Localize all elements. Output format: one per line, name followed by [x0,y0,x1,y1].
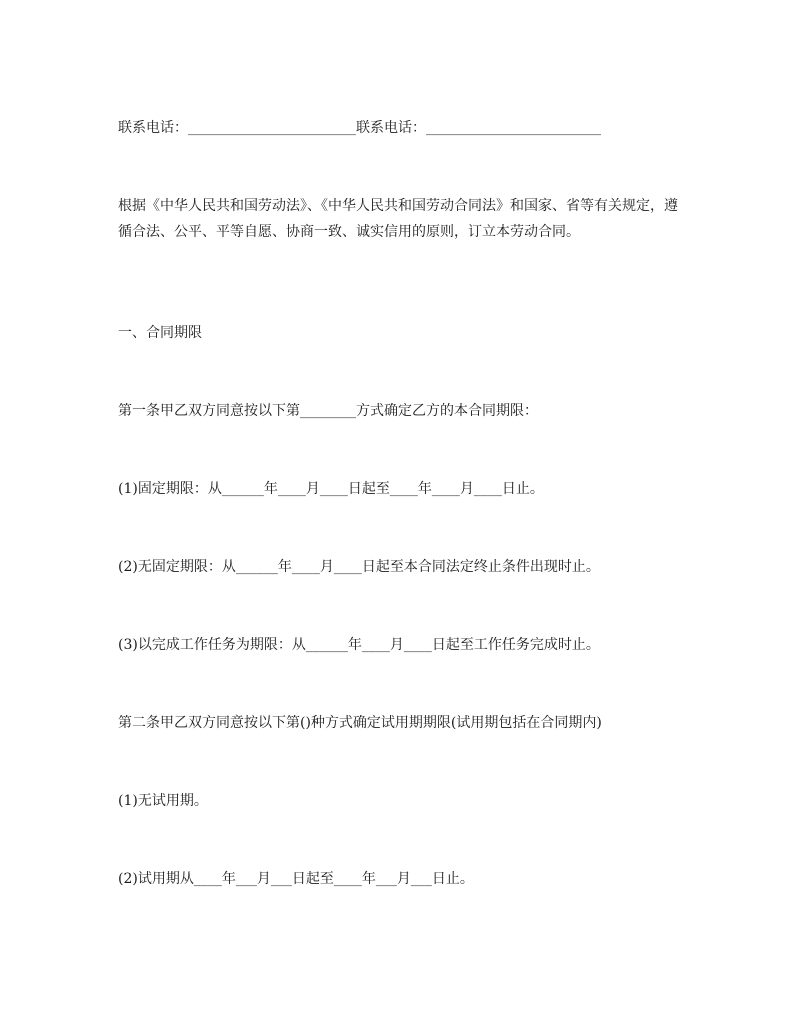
article-2-option-no-probation: (1)无试用期。 [118,793,208,809]
section-heading-contract-term: 一、合同期限 [118,325,202,341]
article-1-option-open-term: (2)无固定期限：从______年____月____日起至本合同法定终止条件出现时止。 [118,559,600,575]
contact-phone-line: 联系电话：________________________联系电话：_________________________ [118,120,601,136]
article-2-option-probation-period: (2)试用期从____年___月___日起至____年___月___日止。 [118,871,474,887]
intro-paragraph: 根据《中华人民共和国劳动法》、《中华人民共和国劳动合同法》和国家、省等有关规定，遵循合法、公平、平等自愿、协商一致、诚实信用的原则，订立本劳动合同。 [118,198,678,240]
article-2-text: 第二条甲乙双方同意按以下第()种方式确定试用期期限(试用期包括在合同期内) [118,715,602,731]
article-1-option-task-term: (3)以完成工作任务为期限：从______年____月____日起至工作任务完成时止。 [118,637,600,653]
article-1-text: 第一条甲乙双方同意按以下第________方式确定乙方的本合同期限： [118,403,538,419]
article-1-option-fixed-term: (1)固定期限：从______年____月____日起至____年____月____日止。 [118,481,544,497]
